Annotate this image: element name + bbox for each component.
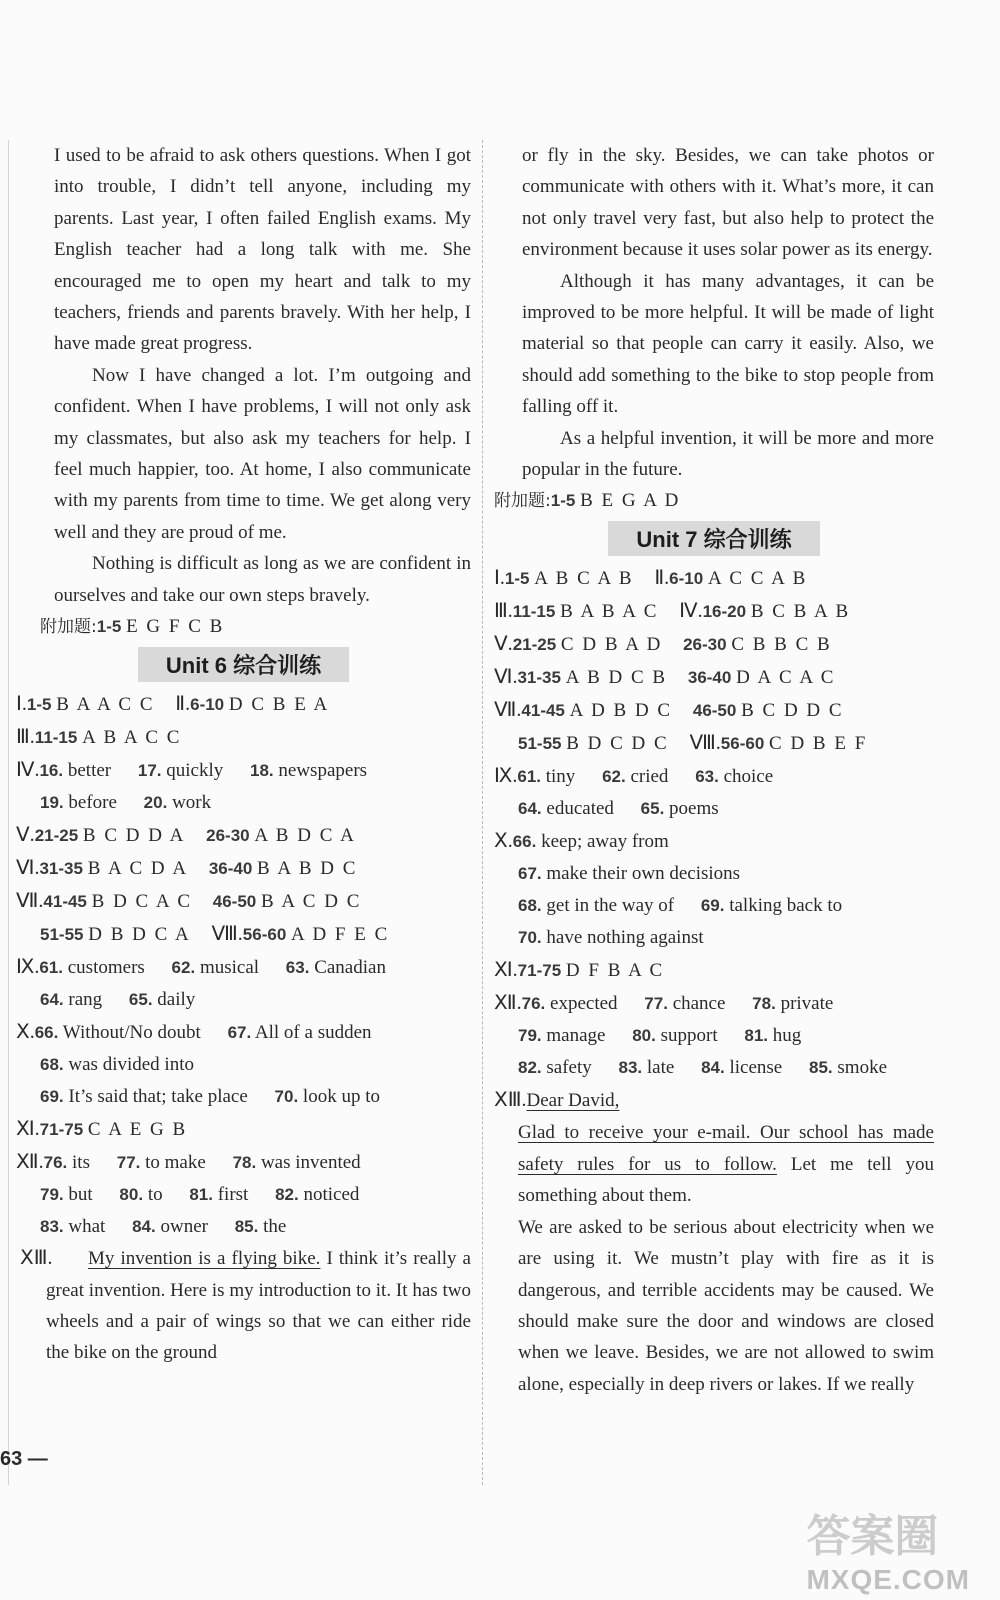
- answer-row: Ⅶ.41-45 A D B D C 46-50 B C D D C: [494, 699, 844, 722]
- answer-row: Ⅺ.71-75 D F B A C: [494, 959, 665, 982]
- answer-row: Ⅳ.16. better 17. quickly 18. newspapers: [16, 759, 368, 782]
- essay-paragraph: Now I have changed a lot. I’m outgoing and confident. When I have problems, I will not only ask my classmates, but also ask my teachers for help. I feel much happier, too. At home, I also communicate with my parents from time to time. We get along very well and they are proud of me.: [54, 364, 471, 543]
- answer-row: Ⅸ.61. tiny 62. cried 63. choice: [494, 765, 774, 788]
- answer-row: 79. but 80. to 81. first 82. noticed: [40, 1184, 360, 1206]
- right-column: [494, 140, 934, 1400]
- answer-row: 67. make their own decisions: [518, 863, 741, 885]
- answer-row: Ⅰ.1-5 A B C A B Ⅱ.6-10 A C C A B: [494, 567, 808, 590]
- answer-row: Ⅺ.71-75 C A E G B: [16, 1118, 188, 1141]
- letter-paragraph: Glad to receive your e-mail. Our school has made safety rules for us to follow. Let me tell you something about them.: [518, 1122, 934, 1207]
- essay-paragraph: Although it has many advantages, it can be improved to be more helpful. It will be made of light material so that people can carry it easily. Also, we should add something to the bike to stop people from falling off it.: [522, 270, 934, 418]
- letter-greeting: Dear David,: [526, 1090, 620, 1112]
- bonus-label: 附加题:: [40, 617, 97, 638]
- answer-row: 79. manage 80. support 81. hug: [518, 1025, 802, 1047]
- margin-line: [8, 140, 10, 1485]
- letter-greeting-row: ⅩⅢ.Dear David,: [494, 1089, 620, 1112]
- essay-paragraph: My invention is a flying bike. I think it’s really a great invention. Here is my introduction to it. It has two wheels and a pair of wings so that we can either ride the bike on the ground: [46, 1248, 471, 1364]
- bonus-answers: 附加题:1-5 B E G A D: [494, 490, 681, 512]
- answer-row: 64. rang 65. daily: [40, 989, 196, 1011]
- answer-row: Ⅲ.11-15 A B A C C: [16, 726, 182, 749]
- page-number: 63 —: [0, 1448, 48, 1470]
- answer-row: Ⅸ.61. customers 62. musical 63. Canadian: [16, 956, 386, 979]
- answer-row: 51-55 B D C D C Ⅷ.56-60 C D B E F: [518, 732, 868, 755]
- essay-paragraph: or fly in the sky. Besides, we can take photos or communicate with others with it. What’s more, it can not only travel very fast, but also help to protect the environment because it uses solar power as its energy.: [522, 145, 934, 261]
- answer-row: 51-55 D B D C A Ⅷ.56-60 A D F E C: [40, 923, 390, 946]
- answer-row: 69. It’s said that; take place 70. look up to: [40, 1086, 380, 1108]
- unit-7-heading: Unit 7 综合训练: [494, 521, 934, 556]
- answer-row: 19. before 20. work: [40, 792, 212, 814]
- answer-row: Ⅰ.1-5 B A A C C Ⅱ.6-10 D C B E A: [16, 693, 330, 716]
- essay-paragraph: I used to be afraid to ask others questions. When I got into trouble, I didn’t tell anyone, including my parents. Last year, I often failed English exams. My English teacher had a long talk with me. She encouraged me to open my heart and talk to my teachers, friends and parents bravely. With her help, I have made great progress.: [54, 145, 471, 355]
- letter-paragraph: We are asked to be serious about electricity when we are using it. We mustn’t play with fire as it is dangerous, and terrible accidents may be caused. We should make sure the door and windows are closed when we leave. Besides, we are not allowed to swim alone, especially in deep rivers or lakes. If we really: [518, 1216, 934, 1395]
- site-watermark: 答案圈 MXQE.COM: [806, 1511, 970, 1595]
- left-column: [16, 140, 471, 1369]
- bonus-answers: 附加题:1-5 E G F C B: [40, 616, 225, 638]
- answer-row: Ⅹ.66. Without/No doubt 67. All of a sudden: [16, 1021, 372, 1044]
- column-divider: [482, 140, 484, 1485]
- unit-6-heading: Unit 6 综合训练: [16, 647, 471, 682]
- essay-paragraph: Nothing is difficult as long as we are confident in ourselves and take our own steps bravely.: [54, 553, 471, 606]
- essay-block: ⅩⅢ. My invention is a flying bike. I think it’s really a great invention. Here is my introduction to it. It has two wheels and a pair of wings so that we can either ride the bike on the ground: [16, 1243, 471, 1369]
- answer-row: 83. what 84. owner 85. the: [40, 1216, 287, 1238]
- answer-row: Ⅵ.31-35 B A C D A 36-40 B A B D C: [16, 857, 358, 880]
- answer-row: 70. have nothing against: [518, 927, 704, 949]
- essay-paragraph: As a helpful invention, it will be more and more popular in the future.: [522, 427, 934, 481]
- answer-row: 64. educated 65. poems: [518, 798, 719, 820]
- answer-row: 82. safety 83. late 84. license 85. smoke: [518, 1057, 887, 1079]
- answer-row: Ⅶ.41-45 B D C A C 46-50 B A C D C: [16, 890, 362, 913]
- bonus-label: 附加题:: [494, 491, 551, 512]
- answer-row: Ⅹ.66. keep; away from: [494, 830, 669, 853]
- answer-row: Ⅻ.76. expected 77. chance 78. private: [494, 992, 834, 1015]
- answer-row: Ⅻ.76. its 77. to make 78. was invented: [16, 1151, 361, 1174]
- answer-row: 68. was divided into: [40, 1054, 194, 1076]
- answer-row: Ⅵ.31-35 A B D C B 36-40 D A C A C: [494, 666, 836, 689]
- answer-row: Ⅴ.21-25 C D B A D 26-30 C B B C B: [494, 633, 832, 656]
- answer-row: Ⅲ.11-15 B A B A C Ⅳ.16-20 B C B A B: [494, 600, 851, 623]
- answer-row: Ⅴ.21-25 B C D D A 26-30 A B D C A: [16, 824, 356, 847]
- answer-row: 68. get in the way of 69. talking back to: [518, 895, 843, 917]
